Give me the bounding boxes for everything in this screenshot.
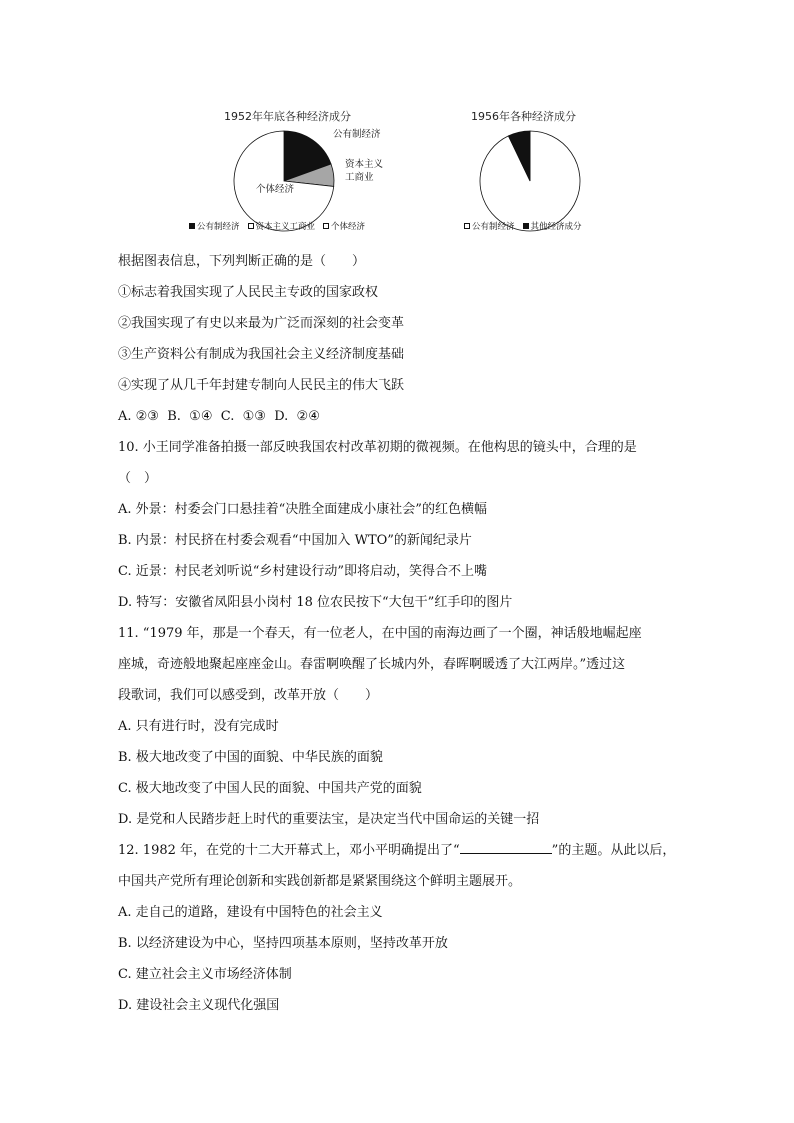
- q11-option-a: A. 只有进行时，没有完成时: [118, 719, 279, 734]
- legend-swatch: [248, 223, 254, 229]
- legend-item: [523, 220, 582, 232]
- q11-option-b: B. 极大地改变了中国的面貌、中华民族的面貌: [118, 750, 383, 765]
- pie2-legend: [464, 220, 582, 232]
- q11-option-d: D. 是党和人民踏步赶上时代的重要法宝，是决定当代中国命运的关键一招: [118, 812, 540, 827]
- legend-swatch: [523, 223, 529, 229]
- legend-label: 资本主义工商业: [255, 222, 316, 232]
- q9-options: A. ②③ B. ①④ C. ①③ D. ②④: [118, 409, 320, 424]
- legend-item: [248, 220, 316, 232]
- q12-option-b: B. 以经济建设为中心，坚持四项基本原则，坚持改革开放: [118, 936, 448, 951]
- legend-item: [189, 220, 240, 232]
- q10-stem-cont: （ ）: [118, 471, 158, 486]
- pie1-label-individual: 个体经济: [256, 184, 295, 195]
- q11-stem-cont: 座城，奇迹般地聚起座座金山。春雷啊唤醒了长城内外，春晖啊暖透了大江两岸。”透过这: [118, 657, 626, 672]
- q10-option-d: D. 特写：安徽省凤阳县小岗村 18 位农民按下“大包干”红手印的图片: [118, 595, 513, 610]
- legend-label: 公有制经济: [472, 222, 515, 232]
- legend-label: 个体经济: [331, 222, 366, 232]
- answer-blank: [460, 839, 552, 854]
- q10-stem: 10. 小王同学准备拍摄一部反映我国农村改革初期的微视频。在他构思的镜头中，合理的是: [118, 440, 637, 455]
- q9-stem: 根据图表信息，下列判断正确的是（ ）: [118, 254, 366, 269]
- q12-option-d: D. 建设社会主义现代化强国: [118, 998, 280, 1013]
- q10-option-b: B. 内景：村民挤在村委会观看“中国加入 WTO”的新闻纪录片: [118, 533, 472, 548]
- q12-stem-post: ”的主题。从此以后，: [551, 843, 676, 858]
- pie2-title: 1956年各种经济成分: [471, 110, 576, 123]
- q9-item-4: ④实现了从几千年封建专制向人民民主的伟大飞跃: [118, 378, 405, 393]
- q12-stem-cont: 中国共产党所有理论创新和实践创新都是紧紧围绕这个鲜明主题展开。: [118, 874, 522, 889]
- q12-stem: [118, 835, 693, 866]
- pie1-label-capitalist: 资本主义 工商业: [345, 159, 384, 183]
- q9-item-2: ②我国实现了有史以来最为广泛而深刻的社会变革: [118, 316, 405, 331]
- legend-swatch: [464, 223, 470, 229]
- question-text: [118, 246, 693, 1021]
- q11-stem-cont: 段歌词，我们可以感受到，改革开放（ ）: [118, 688, 379, 703]
- pie-charts-figure: [0, 100, 794, 240]
- q10-option-c: C. 近景：村民老刘听说“乡村建设行动”即将启动，笑得合不上嘴: [118, 564, 488, 579]
- q10-option-a: A. 外景：村委会门口悬挂着“决胜全面建成小康社会”的红色横幅: [118, 502, 487, 517]
- legend-swatch: [189, 223, 195, 229]
- q11-stem: 11. “1979 年，那是一个春天，有一位老人，在中国的南海边画了一个圈，神话般地崛起座: [118, 626, 642, 641]
- pie1-legend: [189, 220, 365, 232]
- pie1-label-public: 公有制经济: [333, 129, 381, 140]
- legend-label: 公有制经济: [197, 222, 240, 232]
- q9-item-1: ①标志着我国实现了人民民主专政的国家政权: [118, 285, 379, 300]
- q11-option-c: C. 极大地改变了中国人民的面貌、中国共产党的面貌: [118, 781, 422, 796]
- pie1-title: 1952年年底各种经济成分: [224, 110, 351, 123]
- q12-stem-pre: 12. 1982 年，在党的十二大开幕式上，邓小平明确提出了“: [118, 843, 460, 858]
- q9-item-3: ③生产资料公有制成为我国社会主义经济制度基础: [118, 347, 405, 362]
- q12-option-a: A. 走自己的道路，建设有中国特色的社会主义: [118, 905, 383, 920]
- legend-swatch: [323, 223, 329, 229]
- legend-item: [323, 220, 365, 232]
- legend-item: [464, 220, 515, 232]
- legend-label: 其他经济成分: [530, 222, 582, 232]
- q12-option-c: C. 建立社会主义市场经济体制: [118, 967, 292, 982]
